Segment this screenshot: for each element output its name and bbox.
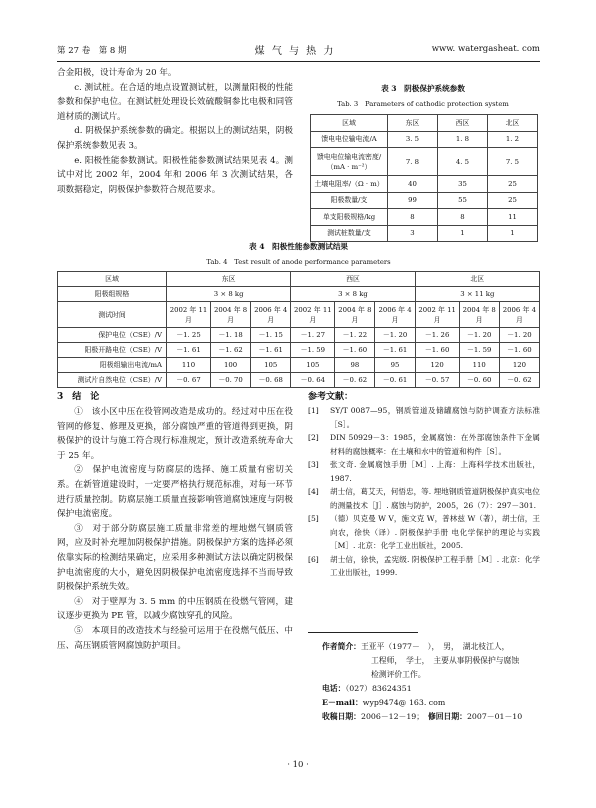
conclusion-item-4: ④ 对于壁厚为 3. 5 mm 的中压钢质在役燃气管网，建议逐步更换为 PE 管，以减少腐蚀穿孔的风险。 <box>57 596 293 622</box>
table3-cell: 阳极数量/支 <box>311 192 388 209</box>
table3-cell: 35 <box>438 176 488 193</box>
table4-cell: 105 <box>291 358 335 373</box>
revised-date: 2007－01－10 <box>466 712 523 721</box>
table3-cell: 55 <box>438 192 488 209</box>
reference-text: 胡士信，徐快，孟宪级. 阴极保护工程手册［M］. 北京：化学工业出版社，1999. <box>330 554 540 577</box>
table4-spec-west: 3 × 8 kg <box>291 287 415 302</box>
reference-item <box>308 431 540 458</box>
table4-cell: －1. 60 <box>499 343 539 358</box>
table4-cell: －1. 20 <box>459 328 499 343</box>
journal-title: 煤 气 与 热 力 <box>254 46 336 57</box>
table4-cell: 100 <box>211 358 251 373</box>
table3-header-east: 东区 <box>388 115 438 132</box>
table3-cell: 25 <box>488 192 538 209</box>
table4-cell: －0. 61 <box>375 373 415 388</box>
table4-caption: 表 4 阳极性能参数测试结果 <box>248 242 349 251</box>
reference-number: [3] <box>308 460 319 469</box>
table4-cell: 95 <box>375 358 415 373</box>
reference-text: 胡士信，葛艾天，何悟忠，等. 埋地钢质管道阴极保护真实电位的测量技术［J］. 腐蚀与防护，2005，26（7）：297－301. <box>330 487 540 510</box>
phone-label: 电话： <box>322 684 346 693</box>
table4-time-label: 测试时间 <box>58 302 167 328</box>
reference-text: 张文奇. 金属腐蚀手册［M］. 上海：上海科学技术出版社，1987. <box>330 460 540 483</box>
reference-item <box>308 404 540 431</box>
author-email <box>322 696 540 710</box>
reference-number: [4] <box>308 487 319 496</box>
table4-cell: －0. 68 <box>251 373 291 388</box>
reference-number: [6] <box>308 554 319 564</box>
table4-time: 2006 年 4 月 <box>251 302 291 328</box>
reference-number: [5] <box>308 514 319 523</box>
author-divider <box>308 632 418 633</box>
table4-spec-east: 3 × 8 kg <box>167 287 291 302</box>
table4-cell: －1. 60 <box>415 343 459 358</box>
table4-cell: －0. 62 <box>335 373 375 388</box>
table3-cell: 馈电电位输电流/A <box>311 131 388 148</box>
table4-cell: －0. 64 <box>291 373 335 388</box>
author-line-3: 检测评价工作。 <box>371 670 426 679</box>
table4-row-label: 阳极开路电位（CSE）/V <box>58 343 167 358</box>
table4-cell: －0. 57 <box>415 373 459 388</box>
table3-caption: 表 3 阴极保护系统参数 <box>381 84 465 93</box>
table3-cell: 4. 5 <box>438 148 488 176</box>
conclusion-section <box>57 389 293 653</box>
table3-cell: 99 <box>388 192 438 209</box>
author-line-1 <box>322 640 540 654</box>
table4-cell: －1. 59 <box>291 343 335 358</box>
table4-cell: －1. 61 <box>251 343 291 358</box>
table3-cell: 1 <box>488 225 538 242</box>
table4-area-north: 北区 <box>415 272 539 287</box>
table3-cell: 1 <box>438 225 488 242</box>
table4-cell: －1. 25 <box>167 328 211 343</box>
table4-time: 2002 年 11 月 <box>415 302 459 328</box>
author-line-2: 工程师， 学士， 主要从事阴极保护与腐蚀 <box>371 656 520 665</box>
revised-label: 修回日期： <box>427 712 467 721</box>
table4-cell: 110 <box>167 358 211 373</box>
reference-item <box>308 512 540 553</box>
table3-caption-en: Tab. 3 Parameters of cathodic protection system <box>337 100 509 108</box>
table4-cell: －0. 60 <box>459 373 499 388</box>
table3-cell: 土壤电阻率/（Ω · m） <box>311 176 388 193</box>
table4-cell: －1. 61 <box>167 343 211 358</box>
reference-item <box>308 553 540 580</box>
reference-number: [1] <box>308 406 319 415</box>
table3-cell: 40 <box>388 176 438 193</box>
references-section <box>308 389 540 580</box>
table4-cell: －1. 62 <box>211 343 251 358</box>
reference-number: [2] <box>308 433 319 442</box>
table3-cell: 单支阳极规格/kg <box>311 209 388 226</box>
table4-time: 2006 年 4 月 <box>499 302 539 328</box>
table4-cell: －1. 15 <box>251 328 291 343</box>
paragraph-anode-test: e. 阳极性能参数测试。阳极性能参数测试结果见表 4。测试中对比 2002 年，2004 年和 2006 年 3 次测试结果，各项数据稳定，阴极保护参数符合规范要求。 <box>57 155 293 195</box>
conclusion-item-1: ① 该小区中压在役管网改造是成功的。经过对中压在役管网的修复、修理及更换，部分腐蚀严重的管道得到更换，阴极保护的设计与施工符合现行标准规定，预计改造系统寿命大于 25 年。 <box>57 407 293 461</box>
table4-area-east: 东区 <box>167 272 291 287</box>
journal-url: www. watergasheat. com <box>431 44 540 54</box>
table4-cell: －1. 60 <box>335 343 375 358</box>
journal-volume: 第 27 卷 第 8 期 <box>57 46 127 56</box>
paragraph-parameters: d. 阴极保护系统参数的确定。根据以上的测试结果，阴极保护系统参数见表 3。 <box>57 126 293 151</box>
table4-cell: 120 <box>499 358 539 373</box>
table4-time: 2004 年 8 月 <box>459 302 499 328</box>
table3-header-west: 西区 <box>438 115 488 132</box>
conclusion-item-2: ② 保护电流密度与防腐层的选择、施工质量有密切关系。在新管道建设时，一定要严格执行规范标准，对每一环节进行质量控制。防腐层施工质量直接影响管道腐蚀速度与阴极保护电流密度。 <box>57 465 293 520</box>
table4-cell: －1. 20 <box>499 328 539 343</box>
table3-cell: 1. 8 <box>438 131 488 148</box>
table4-time: 2004 年 8 月 <box>335 302 375 328</box>
table4-cell: －1. 61 <box>375 343 415 358</box>
table4-cell: 110 <box>459 358 499 373</box>
table4-spec-north: 3 × 11 kg <box>415 287 539 302</box>
received-label: 收稿日期： <box>322 712 361 721</box>
page-number: · 10 · <box>287 760 309 770</box>
table4-time: 2004 年 8 月 <box>211 302 251 328</box>
conclusion-heading: 3 结 论 <box>57 392 100 402</box>
author-text: 王亚平（1977－ ）， 男， 湖北枝江人， <box>360 642 510 651</box>
reference-text: SY/T 0087—95，钢质管道及储罐腐蚀与防护调查方法标准［S］。 <box>330 406 540 429</box>
reference-item <box>308 458 540 485</box>
left-column-upper <box>57 66 293 197</box>
table3-cell: 馈电电位输电流密度/（mA · m⁻²） <box>311 148 388 176</box>
reference-item <box>308 485 540 512</box>
reference-text: DIN 50929－3：1985，金属腐蚀：在外部腐蚀条件下金属材料的腐蚀概率：在土壤和水中的管道和构件［S］。 <box>330 433 540 456</box>
article-dates <box>322 710 540 724</box>
table4-row-label: 保护电位（CSE）/V <box>58 328 167 343</box>
conclusion-item-3: ③ 对于部分防腐层施工质量非常差的埋地燃气钢质管网，应及时补充埋加阴极保护措施。阴极保护方案的选择必须依靠实际的检测结果确定，应采用多种测试方法以确定阴极保护电流密度的大小，避免因阴极保护电流密度选择不当而导致阴极保护系统失效。 <box>57 523 293 593</box>
table4-area-label: 区域 <box>58 272 167 287</box>
paragraph-anode-life: 合金阳极，设计寿命为 20 年。 <box>57 68 177 78</box>
table3 <box>310 114 538 242</box>
table4-cell: －1. 26 <box>415 328 459 343</box>
table4-cell: 98 <box>335 358 375 373</box>
table3-cell: 3 <box>388 225 438 242</box>
conclusion-item-5: ⑤ 本项目的改造技术与经验可运用于在役燃气低压、中压、高压钢质管网腐蚀防护项目。 <box>57 625 293 651</box>
table4-row-label: 阳极组输出电流/mA <box>58 358 167 373</box>
email-label: E－mail： <box>322 698 363 707</box>
paragraph-test-pile: c. 测试桩。在合适的地点设置测试桩，以测量阳极的性能参数和保护电位。在测试桩处理设长效硫酸铜参比电极和同管道材质的测试片。 <box>57 82 293 122</box>
table3-cell: 1. 2 <box>488 131 538 148</box>
author-phone <box>322 682 540 696</box>
table4-cell: －0. 62 <box>499 373 539 388</box>
table3-cell: 7. 5 <box>488 148 538 176</box>
table3-cell: 25 <box>488 176 538 193</box>
table4-time: 2006 年 4 月 <box>375 302 415 328</box>
phone-value: （027）83624351 <box>345 684 412 693</box>
table3-header-area: 区域 <box>311 115 388 132</box>
table3-cell: 8 <box>438 209 488 226</box>
table4-cell: －1. 59 <box>459 343 499 358</box>
table3-cell: 7. 8 <box>388 148 438 176</box>
table4-cell: －1. 27 <box>291 328 335 343</box>
table4-cell: －0. 67 <box>167 373 211 388</box>
table4-cell: 105 <box>251 358 291 373</box>
table4-time: 2002 年 11 月 <box>167 302 211 328</box>
reference-text: （德）贝克曼 W V，施文克 W，普林兹 W（著），胡士信，王向农，徐快（译）. 阴极保护手册 电化学保护的理论与实践［M］. 北京：化学工业出版社，2005. <box>330 514 540 550</box>
author-label: 作者简介： <box>322 642 361 651</box>
table4-row-label: 测试片自然电位（CSE）/V <box>58 373 167 388</box>
table4-spec-label: 阳极组规格 <box>58 287 167 302</box>
received-date: 2006－12－19； <box>360 712 421 721</box>
table4-caption-en: Tab. 4 Test result of anode performance parameters <box>206 258 391 266</box>
table3-cell: 测试桩数量/支 <box>311 225 388 242</box>
table4-cell: －1. 18 <box>211 328 251 343</box>
table4-area-west: 西区 <box>291 272 415 287</box>
table3-cell: 8 <box>388 209 438 226</box>
table4-cell: －0. 70 <box>211 373 251 388</box>
references-heading: 参考文献： <box>308 392 354 402</box>
header-rule <box>57 61 540 62</box>
email-value: wyp9474@ 163. com <box>362 698 446 707</box>
table3-header-north: 北区 <box>488 115 538 132</box>
table4-time: 2002 年 11 月 <box>291 302 335 328</box>
author-info <box>322 640 540 724</box>
table4-cell: 120 <box>415 358 459 373</box>
table4 <box>57 271 540 388</box>
table3-cell: 3. 5 <box>388 131 438 148</box>
table3-cell: 11 <box>488 209 538 226</box>
table4-cell: －1. 20 <box>375 328 415 343</box>
table4-cell: －1. 22 <box>335 328 375 343</box>
